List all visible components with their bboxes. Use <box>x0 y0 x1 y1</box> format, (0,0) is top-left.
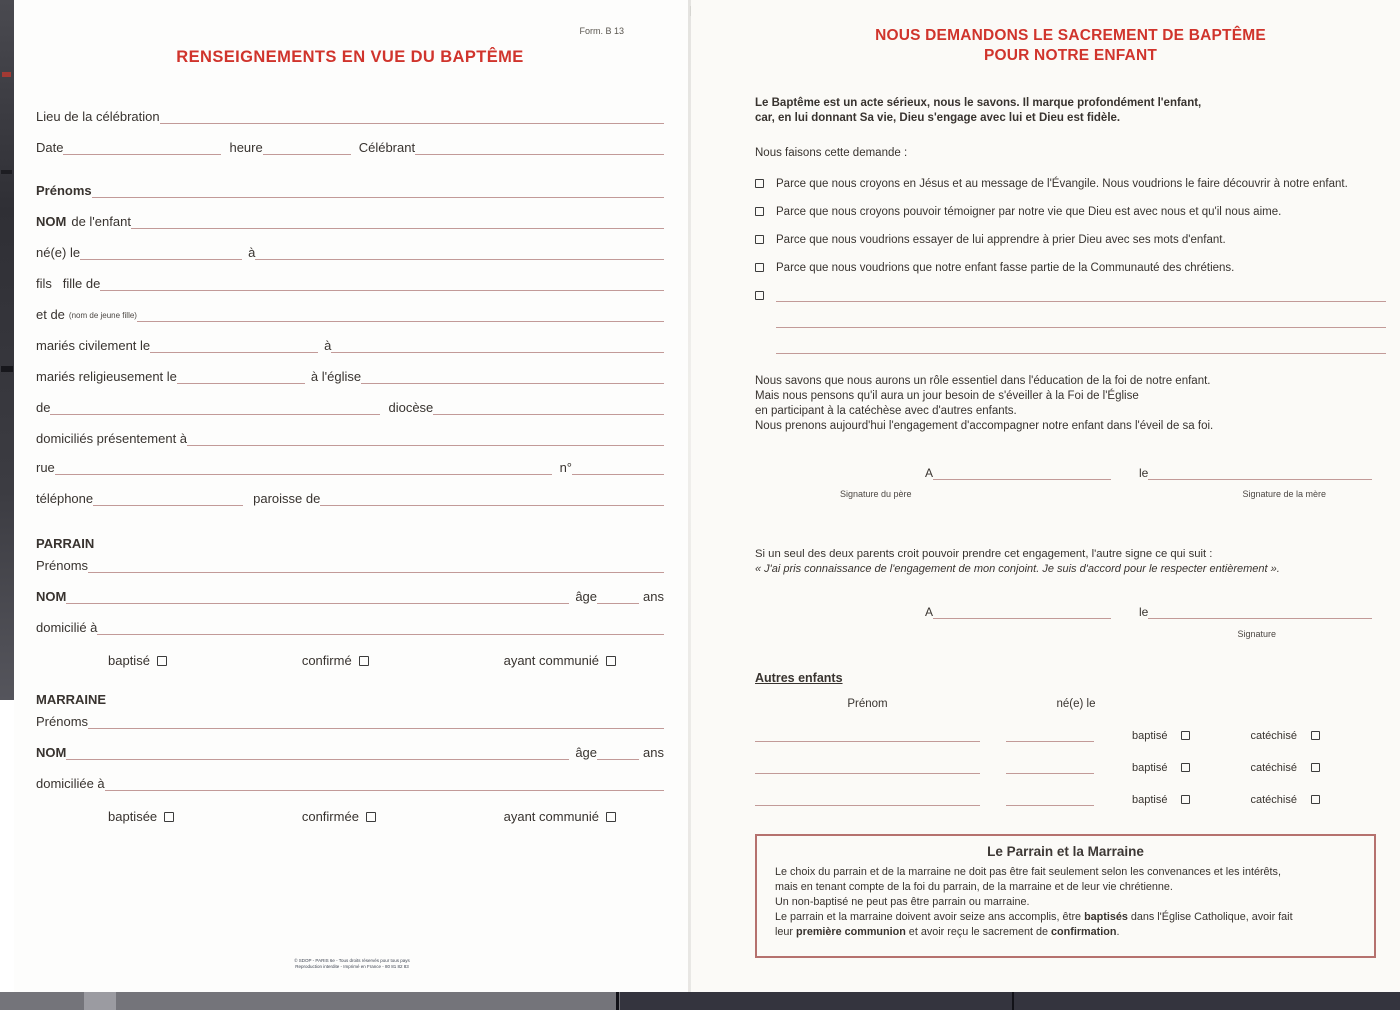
blank-line <box>933 468 1111 480</box>
field-row-prenoms <box>36 183 664 198</box>
field-label: Lieu de la célébration <box>36 109 160 124</box>
check-label: baptisé <box>1132 730 1168 742</box>
check-item-catechise <box>1250 794 1319 806</box>
blank-line <box>66 747 569 760</box>
field-row-maries-rel <box>36 369 664 384</box>
checkbox <box>606 656 616 666</box>
autres-enfants-row <box>755 793 1386 806</box>
check-item-baptise <box>108 653 167 668</box>
blank-line <box>187 433 664 446</box>
info-box-line: leur première communion et avoir reçu le sacrement de confirmation. <box>775 926 1120 938</box>
title-line: POUR NOTRE ENFANT <box>983 47 1158 64</box>
checkbox <box>755 291 764 300</box>
blank-line <box>255 247 664 260</box>
check-item-catechise <box>1250 730 1319 742</box>
blank-line <box>55 462 552 475</box>
field-label: Prénoms <box>36 183 92 198</box>
parrain-marraine-info-box <box>755 834 1376 958</box>
field-label: Date <box>36 140 64 155</box>
field-label: âge <box>575 745 598 760</box>
checkbox <box>1181 731 1190 740</box>
check-label: confirmé <box>301 653 352 668</box>
autres-enfants-row <box>755 729 1386 742</box>
field-row-de-diocese <box>36 400 664 415</box>
field-label: téléphone <box>36 491 94 506</box>
field-row-marraine-nom <box>36 745 664 760</box>
checkbox <box>359 656 369 666</box>
field-row-domicilies <box>36 431 664 446</box>
field-label: à <box>248 245 256 260</box>
intro-line: car, en lui donnant Sa vie, Dieu s'engage avec lui et Dieu est fidèle. <box>755 112 1121 124</box>
blank-line <box>597 747 639 760</box>
blank-line <box>93 493 243 506</box>
signature-pere-label: Signature du père <box>840 489 912 499</box>
check-item-communie <box>504 653 616 668</box>
field-label-small: (nom de jeune fille) <box>68 311 137 320</box>
field-label: de <box>36 400 51 415</box>
paragraph-line: Nous savons que nous aurons un rôle essentiel dans l'éducation de la foi de notre enfant. <box>755 375 1211 387</box>
scan-edge-left <box>0 0 14 700</box>
checkbox <box>755 235 764 244</box>
blank-line <box>137 309 664 322</box>
field-label: domiciliée à <box>36 776 105 791</box>
field-row-marraine-prenoms <box>36 714 664 729</box>
field-row-ne-le <box>36 245 664 260</box>
info-box-body <box>775 865 1356 940</box>
blank-line <box>433 402 664 415</box>
field-row-parrain-domicile <box>36 620 664 635</box>
field-label: Prénoms <box>36 714 89 729</box>
field-label: domiciliés présentement à <box>36 431 188 446</box>
blank-line <box>755 793 980 806</box>
check-item-baptise <box>1132 762 1190 774</box>
check-label: catéchisé <box>1250 762 1297 774</box>
blank-line <box>50 402 380 415</box>
note-quote: « J'ai pris connaissance de l'engagement de mon conjoint. Je suis d'accord pour le respecter entièrement ». <box>755 563 1280 575</box>
field-label: fils fille de <box>36 276 101 291</box>
check-label: confirmée <box>301 809 359 824</box>
blank-line <box>100 278 664 291</box>
field-label: ans <box>643 745 664 760</box>
signature-mere-label: Signature de la mère <box>1242 489 1326 499</box>
blank-line <box>755 761 980 774</box>
field-label: âge <box>575 589 598 604</box>
field-row-fils-fille <box>36 276 664 291</box>
intro-paragraph <box>755 96 1386 126</box>
field-label: A <box>925 466 934 480</box>
check-item-catechise <box>1250 762 1319 774</box>
info-box-line: mais en tenant compte de la foi du parrain, de la marraine et de leur vie chrétienne. <box>775 881 1173 893</box>
field-row-maries-civ <box>36 338 664 353</box>
field-row-parrain-nom <box>36 589 664 604</box>
blank-line <box>1148 468 1372 480</box>
note-line: Si un seul des deux parents croit pouvoir prendre cet engagement, l'autre signe ce qui suit : <box>755 548 1213 560</box>
blank-line <box>1006 761 1094 774</box>
field-label: heure <box>229 140 263 155</box>
field-label: à l'église <box>310 369 362 384</box>
field-label: ans <box>643 589 664 604</box>
page-right-form <box>691 0 1400 992</box>
check-item-confirmee <box>302 809 376 824</box>
blank-line <box>1006 729 1094 742</box>
check-label: baptisé <box>1132 794 1168 806</box>
info-box-title: Le Parrain et la Marraine <box>987 844 1144 859</box>
blank-line <box>160 111 664 124</box>
reason-item <box>755 205 1386 220</box>
blank-line <box>97 622 664 635</box>
blank-line <box>177 371 305 384</box>
field-label: NOM <box>36 214 67 229</box>
reason-text: Parce que nous croyons pouvoir témoigner par notre vie que Dieu est avec nous et qu'il nous aime. <box>776 206 1282 218</box>
checkbox <box>1311 763 1320 772</box>
form-number: Form. B 13 <box>579 26 624 36</box>
field-label: paroisse de <box>253 491 321 506</box>
scan-edge-segment <box>620 992 1400 1010</box>
checkbox <box>755 263 764 272</box>
field-row-rue <box>36 460 664 475</box>
checkbox <box>1181 795 1190 804</box>
scan-ink-mark-red <box>2 72 11 77</box>
scan-ink-mark <box>1 170 12 174</box>
blank-line <box>88 716 664 729</box>
blank-line <box>150 340 318 353</box>
scan-edge-bottom <box>0 992 1400 1010</box>
page-title-right <box>755 26 1386 66</box>
blank-line <box>597 591 639 604</box>
blank-line <box>776 291 1386 302</box>
field-label: Célébrant <box>358 140 416 155</box>
field-label: A <box>925 605 934 619</box>
blank-line <box>131 216 664 229</box>
checkbox <box>606 812 616 822</box>
checkbox <box>755 207 764 216</box>
reason-item-blank <box>755 289 1386 302</box>
blank-line <box>88 560 664 573</box>
field-row-date <box>36 140 664 155</box>
parrain-checkbox-row <box>36 653 664 668</box>
reason-item <box>755 233 1386 248</box>
blank-line <box>776 328 1386 354</box>
footer-line: Reproduction interdite - Imprimé en France - 80 81 82 83 <box>295 964 409 969</box>
field-row-parrain-prenoms <box>36 558 664 573</box>
paragraph-line: en participant à la catéchèse avec d'autres enfants. <box>755 405 1017 417</box>
marraine-checkbox-row <box>36 809 664 824</box>
reason-item <box>755 177 1386 192</box>
column-header-prenom: Prénom <box>847 698 888 710</box>
field-label: diocèse <box>388 400 434 415</box>
page-title-left: RENSEIGNEMENTS EN VUE DU BAPTÊME <box>176 48 524 66</box>
scan-edge-segment <box>84 992 116 1010</box>
info-box-line: Le parrain et la marraine doivent avoir seize ans accomplis, être baptisés dans l'Église Catholique, avoir fait <box>775 911 1293 923</box>
checkbox <box>1311 731 1320 740</box>
checkbox <box>755 179 764 188</box>
field-label: le <box>1139 466 1149 480</box>
place-date-row <box>755 466 1386 480</box>
signature-labels-row <box>755 489 1386 499</box>
column-header-ne-le: né(e) le <box>1056 698 1096 710</box>
field-label: le <box>1139 605 1149 619</box>
blank-line <box>80 247 242 260</box>
field-label: et de <box>36 307 65 322</box>
blank-line <box>105 778 664 791</box>
check-label: catéchisé <box>1250 730 1297 742</box>
field-row-et-de <box>36 307 664 322</box>
place-date-row-2 <box>755 605 1386 619</box>
field-label: mariés civilement le <box>36 338 151 353</box>
field-label: mariés religieusement le <box>36 369 177 384</box>
check-label: baptisé <box>1132 762 1168 774</box>
field-label: rue <box>36 460 55 475</box>
blank-line <box>776 302 1386 328</box>
field-row-lieu <box>36 109 664 124</box>
check-label: baptisée <box>108 809 158 824</box>
paragraph-line: Nous prenons aujourd'hui l'engagement d'accompagner notre enfant dans l'éveil de sa foi. <box>755 420 1214 432</box>
check-label: ayant communié <box>503 653 599 668</box>
field-label: Prénoms <box>36 558 89 573</box>
title-line: NOUS DEMANDONS LE SACREMENT DE BAPTÊME <box>875 27 1266 44</box>
field-label: à <box>324 338 332 353</box>
page-gutter <box>688 0 691 992</box>
blank-line <box>361 371 664 384</box>
intro-line: Le Baptême est un acte sérieux, nous le savons. Il marque profondément l'enfant, <box>755 97 1202 109</box>
field-label: domicilié à <box>36 620 98 635</box>
check-item-confirme <box>302 653 369 668</box>
blank-line <box>66 591 569 604</box>
field-label: de l'enfant <box>71 214 131 229</box>
blank-line <box>92 185 664 198</box>
single-parent-note <box>755 547 1386 577</box>
checkbox <box>157 656 167 666</box>
field-row-nom-enfant <box>36 214 664 229</box>
autres-enfants-heading: Autres enfants <box>755 671 843 685</box>
blank-line <box>63 142 221 155</box>
blank-line <box>1148 607 1372 619</box>
blank-line <box>1006 793 1094 806</box>
footer-small-print <box>14 958 690 970</box>
demande-label: Nous faisons cette demande : <box>755 147 908 159</box>
reason-text: Parce que nous voudrions que notre enfant fasse partie de la Communauté des chrétiens. <box>776 262 1235 274</box>
reason-text: Parce que nous croyons en Jésus et au message de l'Évangile. Nous voudrions le faire découvrir à notre enfant. <box>776 178 1348 190</box>
autres-enfants-column-headers <box>755 698 1386 710</box>
field-label: NOM <box>36 745 67 760</box>
field-row-telephone <box>36 491 664 506</box>
check-item-baptise <box>1132 730 1190 742</box>
blank-line <box>415 142 664 155</box>
section-heading-marraine: MARRAINE <box>36 692 107 707</box>
field-label: n° <box>559 460 572 475</box>
checkbox <box>1311 795 1320 804</box>
autres-enfants-row <box>755 761 1386 774</box>
check-item-baptisee <box>108 809 174 824</box>
footer-line: © SDOP - PARIS 6e - Tous droits réservés pour tous pays <box>294 958 410 963</box>
checkbox <box>366 812 376 822</box>
check-item-baptise <box>1132 794 1190 806</box>
field-label: NOM <box>36 589 67 604</box>
section-heading-parrain: PARRAIN <box>36 536 95 551</box>
info-box-line: Un non-baptisé ne peut pas être parrain ou marraine. <box>775 896 1030 908</box>
reason-item <box>755 261 1386 276</box>
scan-ink-mark <box>1 366 13 372</box>
blank-line <box>263 142 351 155</box>
check-label: catéchisé <box>1250 794 1297 806</box>
page-left-form <box>14 0 690 992</box>
blank-line <box>320 493 664 506</box>
check-label: ayant communié <box>503 809 599 824</box>
scan-edge-segment <box>616 992 619 1010</box>
field-row-marraine-domicile <box>36 776 664 791</box>
signature-label: Signature <box>1237 629 1276 639</box>
checkbox <box>1181 763 1190 772</box>
role-paragraph <box>755 374 1386 434</box>
field-label: né(e) le <box>36 245 81 260</box>
blank-line <box>331 340 664 353</box>
checkbox <box>164 812 174 822</box>
blank-line <box>755 729 980 742</box>
paragraph-line: Mais nous pensons qu'il aura un jour besoin de s'éveiller à la Foi de l'Église <box>755 390 1139 402</box>
reason-text: Parce que nous voudrions essayer de lui apprendre à prier Dieu avec ses mots d'enfant. <box>776 234 1226 246</box>
blank-line <box>572 462 664 475</box>
blank-line <box>933 607 1111 619</box>
info-box-line: Le choix du parrain et de la marraine ne doit pas être fait seulement selon les convenances et les intérêts, <box>775 866 1281 878</box>
scan-edge-segment <box>1012 992 1014 1010</box>
check-item-communie <box>504 809 616 824</box>
check-label: baptisé <box>108 653 150 668</box>
